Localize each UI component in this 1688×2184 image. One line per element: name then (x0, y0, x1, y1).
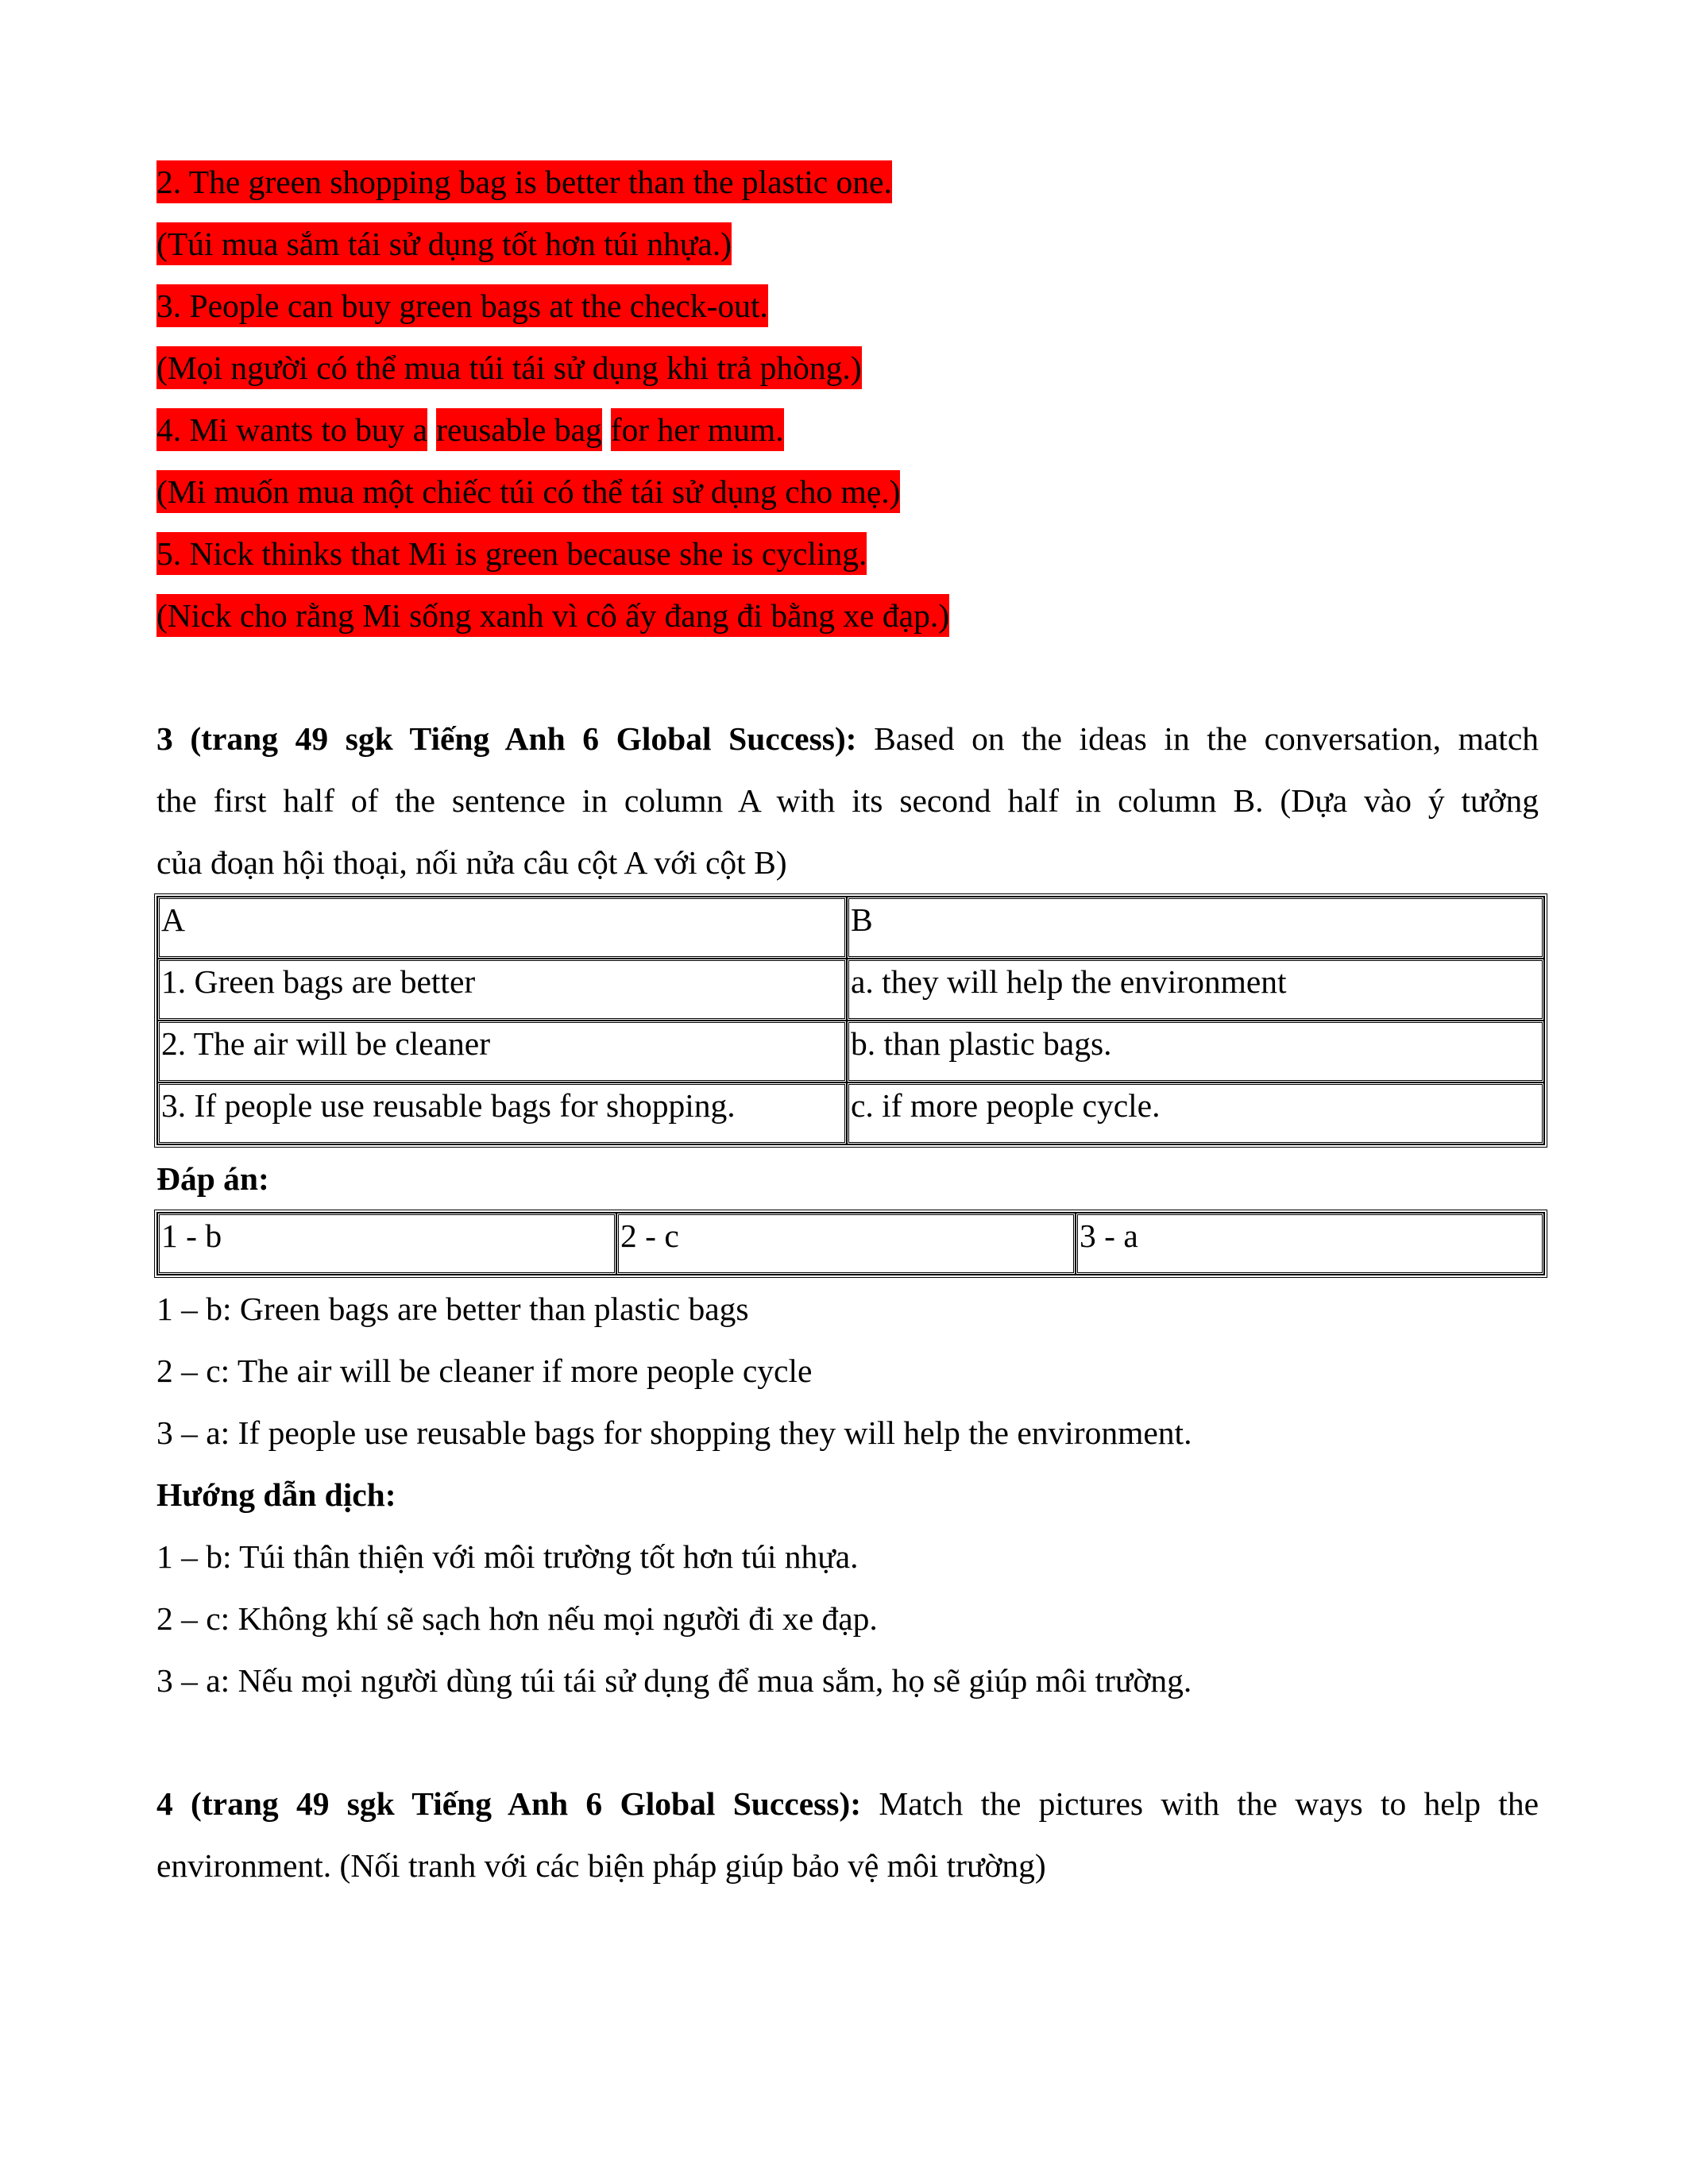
table-cell: 1. Green bags are better (157, 959, 847, 1021)
column-a-header: A (157, 897, 847, 959)
translation-line-5 (156, 585, 1539, 646)
exercise-3-instruction-line-3: của đoạn hội thoại, nối nửa câu cột A với cột B) (156, 844, 787, 881)
exercise-3-instruction-line-1: 3 (trang 49 sgk Tiếng Anh 6 Global Success): Based on the ideas in the conversation, match (156, 720, 1539, 757)
document-page (156, 151, 1539, 1897)
explanation-line: 1 – b: Green bags are better than plastic bags (156, 1291, 749, 1327)
highlighted-text: (Mọi người có thể mua túi tái sử dụng khi trả phòng.) (156, 346, 862, 389)
highlighted-text: reusable bag (436, 408, 602, 451)
highlighted-text: (Nick cho rằng Mi sống xanh vì cô ấy đang đi bằng xe đạp.) (156, 594, 949, 637)
answer-line-5 (156, 523, 1539, 585)
table-header-row (157, 897, 1544, 959)
translation-line: 1 – b: Túi thân thiện với môi trường tốt hơn túi nhựa. (156, 1538, 859, 1575)
highlighted-text: 3. People can buy green bags at the check-out. (156, 284, 768, 327)
answer-cell: 1 - b (157, 1213, 616, 1275)
translation-label: Hướng dẫn dịch: (156, 1476, 396, 1513)
answer-line-3 (156, 275, 1539, 337)
table-cell: 2. The air will be cleaner (157, 1021, 847, 1082)
column-b-header: B (847, 897, 1544, 959)
answer-line-2 (156, 151, 1539, 213)
answer-cell: 2 - c (616, 1213, 1076, 1275)
highlighted-text: (Mi muốn mua một chiếc túi có thể tái sử dụng cho mẹ.) (156, 470, 900, 513)
table-cell: a. they will help the environment (847, 959, 1544, 1021)
exercise-3-heading: 3 (trang 49 sgk Tiếng Anh 6 Global Success): (156, 720, 857, 757)
highlighted-text: 2. The green shopping bag is better than the plastic one. (156, 160, 892, 203)
table-row (157, 1213, 1544, 1275)
answer-cell: 3 - a (1076, 1213, 1544, 1275)
translation-line-3 (156, 337, 1539, 399)
table-cell: b. than plastic bags. (847, 1021, 1544, 1082)
table-row (157, 1082, 1544, 1144)
exercise-4-instruction-line-2: environment. (Nối tranh với các biện pháp giúp bảo vệ môi trường) (156, 1847, 1046, 1884)
translation-line-2 (156, 213, 1539, 275)
matching-table (154, 893, 1547, 1148)
exercise-4-heading: 4 (trang 49 sgk Tiếng Anh 6 Global Success): (156, 1785, 862, 1822)
explanation-line: 3 – a: If people use reusable bags for shopping they will help the environment. (156, 1414, 1192, 1451)
highlighted-text: (Túi mua sắm tái sử dụng tốt hơn túi nhựa.) (156, 222, 732, 265)
translation-line: 2 – c: Không khí sẽ sạch hơn nếu mọi người đi xe đạp. (156, 1600, 878, 1637)
table-row (157, 1021, 1544, 1082)
translation-line-4 (156, 461, 1539, 523)
table-cell: 3. If people use reusable bags for shopping. (157, 1082, 847, 1144)
translation-line: 3 – a: Nếu mọi người dùng túi tái sử dụng để mua sắm, họ sẽ giúp môi trường. (156, 1662, 1192, 1699)
table-row (157, 959, 1544, 1021)
answer-label: Đáp án: (156, 1160, 269, 1197)
highlighted-text: 5. Nick thinks that Mi is green because she is cycling. (156, 532, 867, 575)
exercise-4-instruction-line-1: 4 (trang 49 sgk Tiếng Anh 6 Global Success): Match the pictures with the ways to help the (156, 1785, 1539, 1822)
exercise-3-instruction-line-2: the first half of the sentence in column A with its second half in column B. (Dựa vào ý tưởng (156, 782, 1539, 819)
answer-line-4 (156, 399, 1539, 461)
highlighted-text: 4. Mi wants to buy a (156, 408, 427, 451)
highlighted-text: for her mum. (611, 408, 784, 451)
table-cell: c. if more people cycle. (847, 1082, 1544, 1144)
answer-table (154, 1210, 1547, 1278)
explanation-line: 2 – c: The air will be cleaner if more people cycle (156, 1352, 813, 1389)
